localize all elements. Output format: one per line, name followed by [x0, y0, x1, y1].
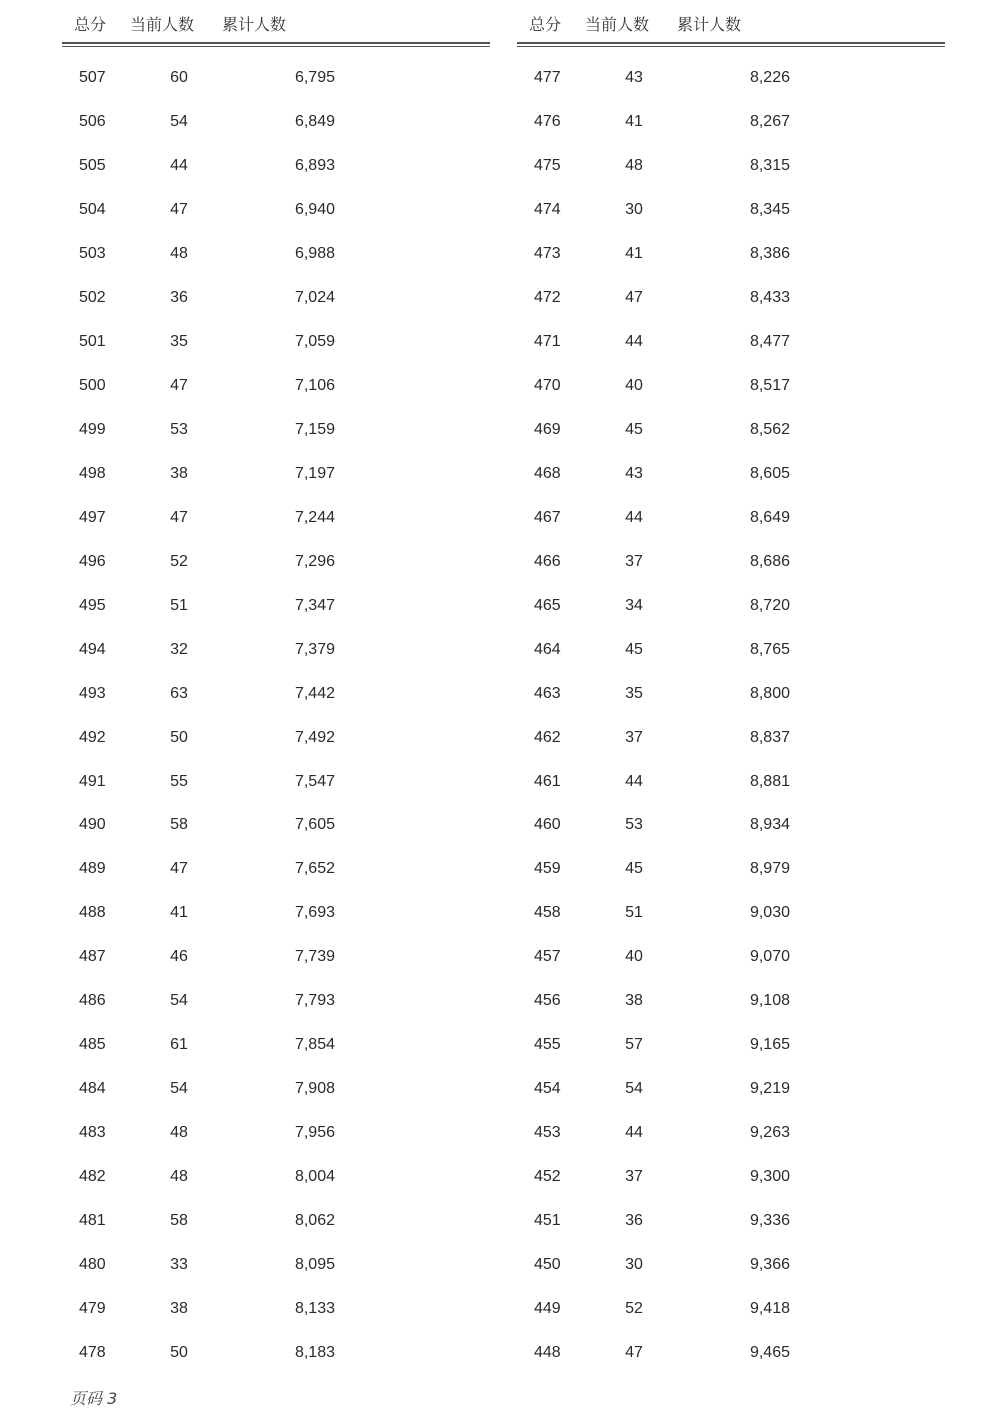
cell-cumulative-count: 7,106 — [294, 376, 335, 394]
cell-current-count: 55 — [170, 772, 188, 790]
cell-current-count: 52 — [170, 552, 188, 570]
table-row — [517, 629, 945, 673]
cell-cumulative-count: 8,881 — [749, 772, 790, 790]
table-row — [517, 277, 945, 321]
cell-current-count: 45 — [625, 860, 643, 878]
cell-cumulative-count: 9,219 — [749, 1080, 790, 1098]
cell-score: 496 — [79, 552, 106, 570]
cell-current-count: 41 — [625, 244, 643, 262]
cell-current-count: 40 — [625, 376, 643, 394]
table-row — [517, 453, 945, 497]
cell-score: 497 — [79, 508, 106, 526]
header-cumulative-count: 累计人数 — [677, 15, 742, 34]
table-row — [517, 1068, 945, 1112]
table-body-right — [517, 57, 945, 1376]
cell-cumulative-count: 7,347 — [294, 596, 335, 614]
table-row — [517, 936, 945, 980]
cell-cumulative-count: 9,263 — [749, 1124, 790, 1142]
table-row — [62, 365, 490, 409]
cell-current-count: 38 — [170, 1300, 188, 1318]
cell-cumulative-count: 7,197 — [294, 464, 335, 482]
cell-current-count: 32 — [170, 640, 188, 658]
cell-cumulative-count: 8,686 — [749, 552, 790, 570]
cell-score: 470 — [534, 376, 561, 394]
cell-cumulative-count: 8,183 — [294, 1344, 335, 1362]
cell-current-count: 40 — [625, 948, 643, 966]
cell-current-count: 57 — [625, 1036, 643, 1054]
cell-cumulative-count: 8,979 — [749, 860, 790, 878]
cell-cumulative-count: 8,433 — [749, 288, 790, 306]
cell-current-count: 44 — [625, 1124, 643, 1142]
cell-current-count: 37 — [625, 728, 643, 746]
cell-score: 448 — [534, 1344, 561, 1362]
cell-cumulative-count: 7,159 — [294, 420, 335, 438]
cell-current-count: 44 — [625, 772, 643, 790]
cell-score: 468 — [534, 464, 561, 482]
table-row — [517, 57, 945, 101]
table-row — [62, 541, 490, 585]
cell-cumulative-count: 9,070 — [749, 948, 790, 966]
cell-score: 500 — [79, 376, 106, 394]
cell-score: 482 — [79, 1168, 106, 1186]
table-row — [517, 1200, 945, 1244]
cell-cumulative-count: 7,442 — [294, 684, 335, 702]
table-row — [62, 57, 490, 101]
score-table-right — [517, 0, 945, 1362]
cell-score: 459 — [534, 860, 561, 878]
cell-score: 474 — [534, 200, 561, 218]
cell-score: 461 — [534, 772, 561, 790]
cell-cumulative-count: 8,062 — [294, 1212, 335, 1230]
cell-score: 484 — [79, 1080, 106, 1098]
cell-current-count: 41 — [625, 112, 643, 130]
table-row — [517, 145, 945, 189]
table-row — [517, 717, 945, 761]
table-row — [62, 321, 490, 365]
header-score: 总分 — [74, 15, 107, 34]
table-row — [517, 365, 945, 409]
cell-current-count: 44 — [625, 508, 643, 526]
cell-score: 450 — [534, 1256, 561, 1274]
cell-score: 466 — [534, 552, 561, 570]
table-row — [517, 189, 945, 233]
cell-score: 486 — [79, 992, 106, 1010]
cell-cumulative-count: 7,854 — [294, 1036, 335, 1054]
table-row — [62, 629, 490, 673]
cell-current-count: 38 — [625, 992, 643, 1010]
header-current-count: 当前人数 — [585, 15, 650, 34]
cell-current-count: 53 — [170, 420, 188, 438]
cell-cumulative-count: 6,988 — [294, 244, 335, 262]
table-row — [517, 673, 945, 717]
cell-score: 478 — [79, 1344, 106, 1362]
cell-score: 494 — [79, 640, 106, 658]
cell-score: 491 — [79, 772, 106, 790]
cell-current-count: 51 — [625, 904, 643, 922]
cell-current-count: 54 — [625, 1080, 643, 1098]
cell-cumulative-count: 7,296 — [294, 552, 335, 570]
table-row — [62, 848, 490, 892]
table-row — [62, 1112, 490, 1156]
cell-score: 460 — [534, 816, 561, 834]
cell-current-count: 48 — [625, 156, 643, 174]
table-row — [517, 1332, 945, 1376]
table-row — [517, 409, 945, 453]
table-row — [517, 1156, 945, 1200]
cell-current-count: 36 — [170, 288, 188, 306]
cell-cumulative-count: 6,849 — [294, 112, 335, 130]
cell-cumulative-count: 7,605 — [294, 816, 335, 834]
cell-score: 490 — [79, 816, 106, 834]
cell-cumulative-count: 6,893 — [294, 156, 335, 174]
cell-score: 449 — [534, 1300, 561, 1318]
table-row — [62, 585, 490, 629]
cell-current-count: 58 — [170, 816, 188, 834]
page-number: 页码 3 — [70, 1389, 118, 1408]
cell-cumulative-count: 8,649 — [749, 508, 790, 526]
table-body-left — [62, 57, 490, 1376]
cell-score: 483 — [79, 1124, 106, 1142]
cell-current-count: 44 — [625, 332, 643, 350]
cell-current-count: 38 — [170, 464, 188, 482]
cell-score: 488 — [79, 904, 106, 922]
table-row — [517, 1288, 945, 1332]
cell-cumulative-count: 7,956 — [294, 1124, 335, 1142]
table-row — [62, 1200, 490, 1244]
cell-cumulative-count: 8,267 — [749, 112, 790, 130]
cell-cumulative-count: 9,030 — [749, 904, 790, 922]
table-row — [62, 1244, 490, 1288]
cell-cumulative-count: 8,345 — [749, 200, 790, 218]
table-row — [62, 497, 490, 541]
table-row — [62, 145, 490, 189]
cell-score: 501 — [79, 332, 106, 350]
cell-current-count: 37 — [625, 552, 643, 570]
table-row — [517, 804, 945, 848]
cell-score: 507 — [79, 69, 106, 86]
cell-score: 504 — [79, 200, 106, 218]
table-row — [62, 892, 490, 936]
cell-score: 489 — [79, 860, 106, 878]
cell-cumulative-count: 9,108 — [749, 992, 790, 1010]
header-rule-bottom — [62, 46, 490, 47]
cell-score: 451 — [534, 1212, 561, 1230]
cell-score: 503 — [79, 244, 106, 262]
header-current-count: 当前人数 — [130, 15, 195, 34]
cell-cumulative-count: 8,004 — [294, 1168, 335, 1186]
table-row — [517, 585, 945, 629]
cell-cumulative-count: 7,693 — [294, 904, 335, 922]
cell-score: 495 — [79, 596, 106, 614]
header-cumulative-count: 累计人数 — [222, 15, 287, 34]
table-row — [517, 101, 945, 145]
cell-score: 467 — [534, 508, 561, 526]
header-rule-top — [62, 42, 490, 44]
cell-score: 452 — [534, 1168, 561, 1186]
cell-cumulative-count: 8,226 — [749, 69, 790, 86]
cell-cumulative-count: 7,492 — [294, 728, 335, 746]
cell-score: 471 — [534, 332, 561, 350]
cell-current-count: 47 — [170, 376, 188, 394]
cell-score: 493 — [79, 684, 106, 702]
cell-score: 469 — [534, 420, 561, 438]
cell-current-count: 47 — [625, 288, 643, 306]
cell-cumulative-count: 9,418 — [749, 1300, 790, 1318]
cell-cumulative-count: 7,547 — [294, 772, 335, 790]
cell-current-count: 52 — [625, 1300, 643, 1318]
table-row — [517, 1112, 945, 1156]
table-row — [517, 761, 945, 805]
cell-cumulative-count: 9,366 — [749, 1256, 790, 1274]
cell-current-count: 50 — [170, 728, 188, 746]
table-header-row — [517, 0, 945, 42]
cell-score: 454 — [534, 1080, 561, 1098]
cell-cumulative-count: 8,095 — [294, 1256, 335, 1274]
cell-score: 473 — [534, 244, 561, 262]
cell-current-count: 54 — [170, 992, 188, 1010]
cell-cumulative-count: 7,244 — [294, 508, 335, 526]
cell-score: 462 — [534, 728, 561, 746]
cell-cumulative-count: 7,739 — [294, 948, 335, 966]
cell-cumulative-count: 6,795 — [294, 69, 335, 86]
cell-cumulative-count: 8,133 — [294, 1300, 335, 1318]
cell-cumulative-count: 8,720 — [749, 596, 790, 614]
cell-current-count: 45 — [625, 420, 643, 438]
cell-cumulative-count: 7,908 — [294, 1080, 335, 1098]
cell-current-count: 53 — [625, 816, 643, 834]
table-row — [62, 717, 490, 761]
cell-current-count: 54 — [170, 112, 188, 130]
cell-current-count: 61 — [170, 1036, 188, 1054]
cell-score: 456 — [534, 992, 561, 1010]
cell-current-count: 35 — [625, 684, 643, 702]
cell-score: 465 — [534, 596, 561, 614]
cell-current-count: 48 — [170, 1168, 188, 1186]
cell-score: 476 — [534, 112, 561, 130]
cell-cumulative-count: 8,562 — [749, 420, 790, 438]
cell-cumulative-count: 7,652 — [294, 860, 335, 878]
cell-current-count: 41 — [170, 904, 188, 922]
table-row — [62, 1068, 490, 1112]
table-row — [517, 497, 945, 541]
cell-score: 492 — [79, 728, 106, 746]
cell-current-count: 51 — [170, 596, 188, 614]
cell-cumulative-count: 7,793 — [294, 992, 335, 1010]
cell-score: 487 — [79, 948, 106, 966]
cell-current-count: 47 — [170, 860, 188, 878]
cell-cumulative-count: 7,059 — [294, 332, 335, 350]
cell-score: 481 — [79, 1212, 106, 1230]
cell-current-count: 37 — [625, 1168, 643, 1186]
cell-current-count: 30 — [625, 200, 643, 218]
cell-cumulative-count: 8,837 — [749, 728, 790, 746]
cell-current-count: 47 — [170, 508, 188, 526]
table-row — [62, 936, 490, 980]
table-row — [517, 980, 945, 1024]
cell-cumulative-count: 6,940 — [294, 200, 335, 218]
cell-score: 485 — [79, 1036, 106, 1054]
cell-current-count: 46 — [170, 948, 188, 966]
cell-cumulative-count: 8,477 — [749, 332, 790, 350]
cell-cumulative-count: 9,300 — [749, 1168, 790, 1186]
table-row — [62, 673, 490, 717]
cell-score: 475 — [534, 156, 561, 174]
cell-current-count: 54 — [170, 1080, 188, 1098]
table-row — [62, 1156, 490, 1200]
table-row — [517, 1244, 945, 1288]
cell-cumulative-count: 9,465 — [749, 1344, 790, 1362]
cell-cumulative-count: 8,934 — [749, 816, 790, 834]
cell-cumulative-count: 8,765 — [749, 640, 790, 658]
cell-current-count: 43 — [625, 69, 643, 86]
cell-current-count: 50 — [170, 1344, 188, 1362]
cell-cumulative-count: 9,165 — [749, 1036, 790, 1054]
cell-cumulative-count: 8,315 — [749, 156, 790, 174]
cell-cumulative-count: 7,024 — [294, 288, 335, 306]
cell-score: 479 — [79, 1300, 106, 1318]
cell-current-count: 44 — [170, 156, 188, 174]
cell-current-count: 35 — [170, 332, 188, 350]
cell-current-count: 30 — [625, 1256, 643, 1274]
table-row — [62, 761, 490, 805]
table-row — [517, 848, 945, 892]
cell-score: 502 — [79, 288, 106, 306]
cell-cumulative-count: 8,386 — [749, 244, 790, 262]
table-header-row — [62, 0, 490, 42]
cell-score: 464 — [534, 640, 561, 658]
table-row — [62, 980, 490, 1024]
cell-current-count: 58 — [170, 1212, 188, 1230]
cell-score: 506 — [79, 112, 106, 130]
cell-cumulative-count: 9,336 — [749, 1212, 790, 1230]
cell-current-count: 36 — [625, 1212, 643, 1230]
table-row — [62, 1332, 490, 1376]
table-row — [62, 453, 490, 497]
header-score: 总分 — [529, 15, 562, 34]
header-rule-top — [517, 42, 945, 44]
table-row — [62, 277, 490, 321]
cell-score: 498 — [79, 464, 106, 482]
cell-score: 499 — [79, 420, 106, 438]
cell-current-count: 43 — [625, 464, 643, 482]
cell-score: 453 — [534, 1124, 561, 1142]
cell-score: 463 — [534, 684, 561, 702]
table-row — [62, 1024, 490, 1068]
cell-current-count: 48 — [170, 1124, 188, 1142]
cell-current-count: 47 — [625, 1344, 643, 1362]
table-row — [62, 409, 490, 453]
cell-current-count: 47 — [170, 200, 188, 218]
cell-cumulative-count: 8,800 — [749, 684, 790, 702]
cell-current-count: 63 — [170, 684, 188, 702]
cell-current-count: 45 — [625, 640, 643, 658]
cell-score: 472 — [534, 288, 561, 306]
table-row — [517, 233, 945, 277]
table-row — [517, 321, 945, 365]
cell-score: 455 — [534, 1036, 561, 1054]
table-row — [62, 804, 490, 848]
table-row — [517, 1024, 945, 1068]
cell-score: 480 — [79, 1256, 106, 1274]
header-rule-bottom — [517, 46, 945, 47]
table-row — [517, 541, 945, 585]
cell-score: 505 — [79, 156, 106, 174]
cell-current-count: 48 — [170, 244, 188, 262]
cell-cumulative-count: 8,517 — [749, 376, 790, 394]
table-row — [62, 189, 490, 233]
cell-score: 457 — [534, 948, 561, 966]
table-row — [62, 101, 490, 145]
cell-current-count: 34 — [625, 596, 643, 614]
cell-cumulative-count: 7,379 — [294, 640, 335, 658]
table-row — [62, 233, 490, 277]
cell-cumulative-count: 8,605 — [749, 464, 790, 482]
score-table-left — [62, 0, 490, 1362]
cell-score: 477 — [534, 69, 561, 86]
table-row — [62, 1288, 490, 1332]
table-row — [517, 892, 945, 936]
cell-current-count: 33 — [170, 1256, 188, 1274]
cell-current-count: 60 — [170, 69, 188, 86]
cell-score: 458 — [534, 904, 561, 922]
